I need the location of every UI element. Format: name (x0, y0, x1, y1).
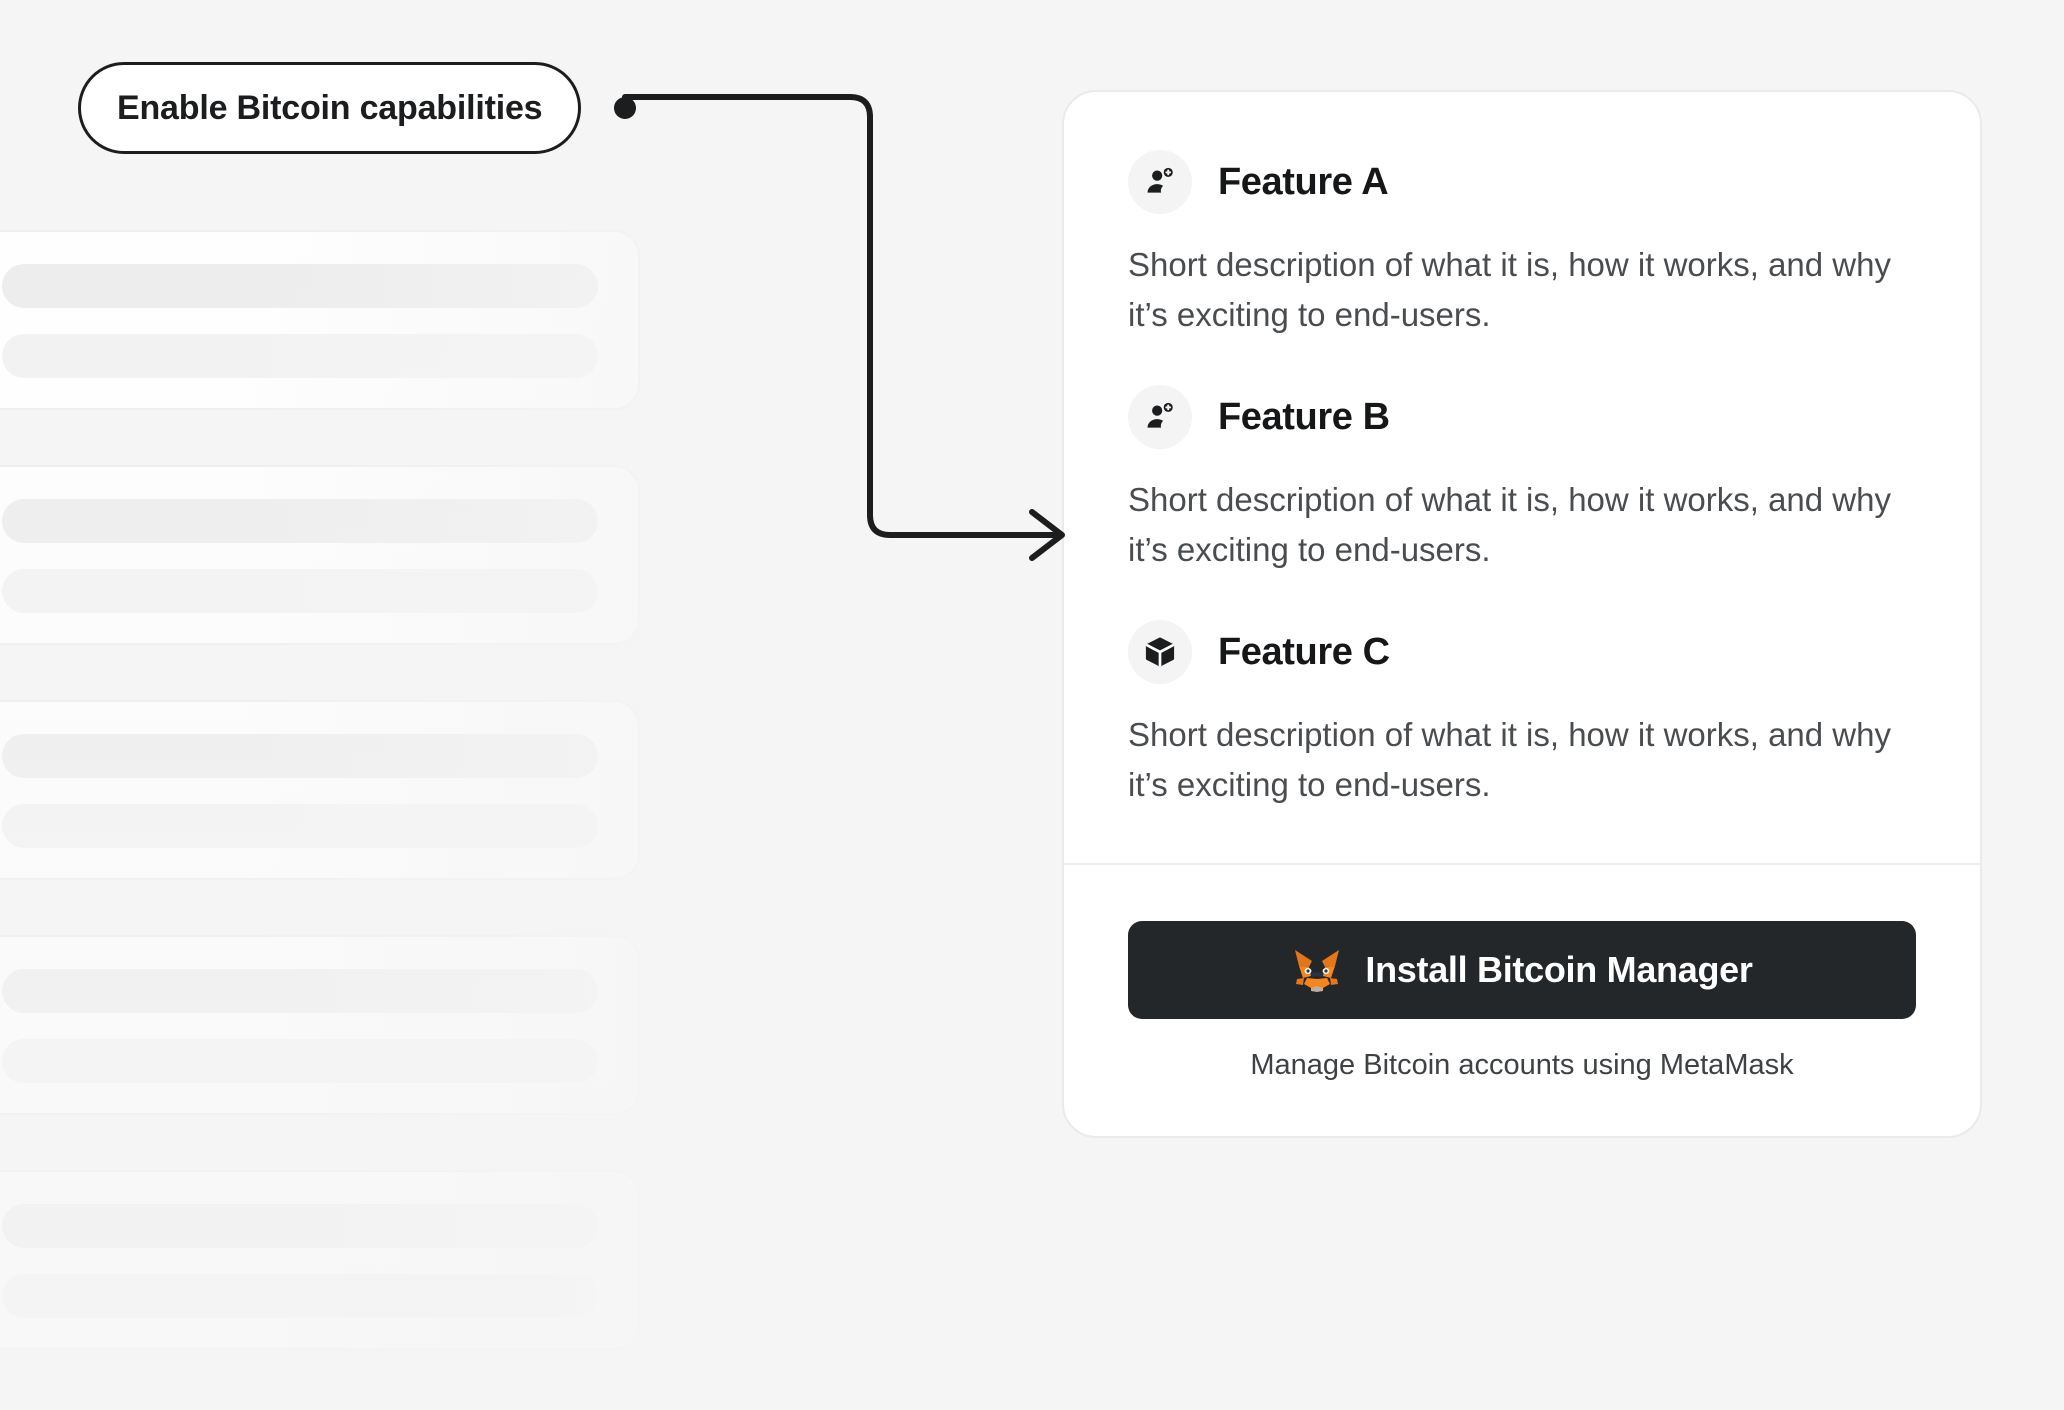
install-button-label: Install Bitcoin Manager (1365, 949, 1753, 990)
feature-item (1128, 385, 1916, 574)
feature-description: Short description of what it is, how it works, and why it’s exciting to end-users. (1128, 716, 1891, 803)
feature-list (1064, 92, 1980, 863)
feature-item (1128, 620, 1916, 809)
background-placeholder-list (0, 230, 640, 1405)
placeholder-line (2, 569, 598, 613)
metamask-fox-icon (1291, 946, 1343, 994)
list-item (0, 465, 640, 645)
placeholder-line (2, 969, 598, 1013)
list-item (0, 935, 640, 1115)
footer-note: Manage Bitcoin accounts using MetaMask (1250, 1049, 1794, 1081)
feature-description: Short description of what it is, how it works, and why it’s exciting to end-users. (1128, 246, 1891, 333)
feature-header (1128, 385, 1916, 449)
placeholder-line (2, 264, 598, 308)
placeholder-line (2, 499, 598, 543)
feature-header (1128, 150, 1916, 214)
list-item (0, 700, 640, 880)
install-bitcoin-manager-button[interactable] (1128, 921, 1916, 1019)
feature-title: Feature B (1218, 395, 1390, 438)
placeholder-line (2, 804, 598, 848)
placeholder-line (2, 1204, 598, 1248)
placeholder-line (2, 1274, 598, 1318)
annotation-label: Enable Bitcoin capabilities (117, 88, 543, 127)
feature-title: Feature C (1218, 630, 1390, 673)
user-add-icon (1128, 385, 1192, 449)
panel-footer (1064, 865, 1980, 1136)
placeholder-line (2, 734, 598, 778)
list-item (0, 230, 640, 410)
annotation-callout (78, 62, 581, 154)
feature-header (1128, 620, 1916, 684)
cube-icon (1128, 620, 1192, 684)
feature-description: Short description of what it is, how it works, and why it’s exciting to end-users. (1128, 481, 1891, 568)
annotation-anchor-dot (614, 97, 636, 119)
annotation-connector-arrow (600, 60, 1080, 580)
feature-title: Feature A (1218, 160, 1389, 203)
placeholder-line (2, 1039, 598, 1083)
feature-item (1128, 150, 1916, 339)
list-item (0, 1170, 640, 1350)
user-add-icon (1128, 150, 1192, 214)
placeholder-line (2, 334, 598, 378)
feature-panel (1062, 90, 1982, 1138)
